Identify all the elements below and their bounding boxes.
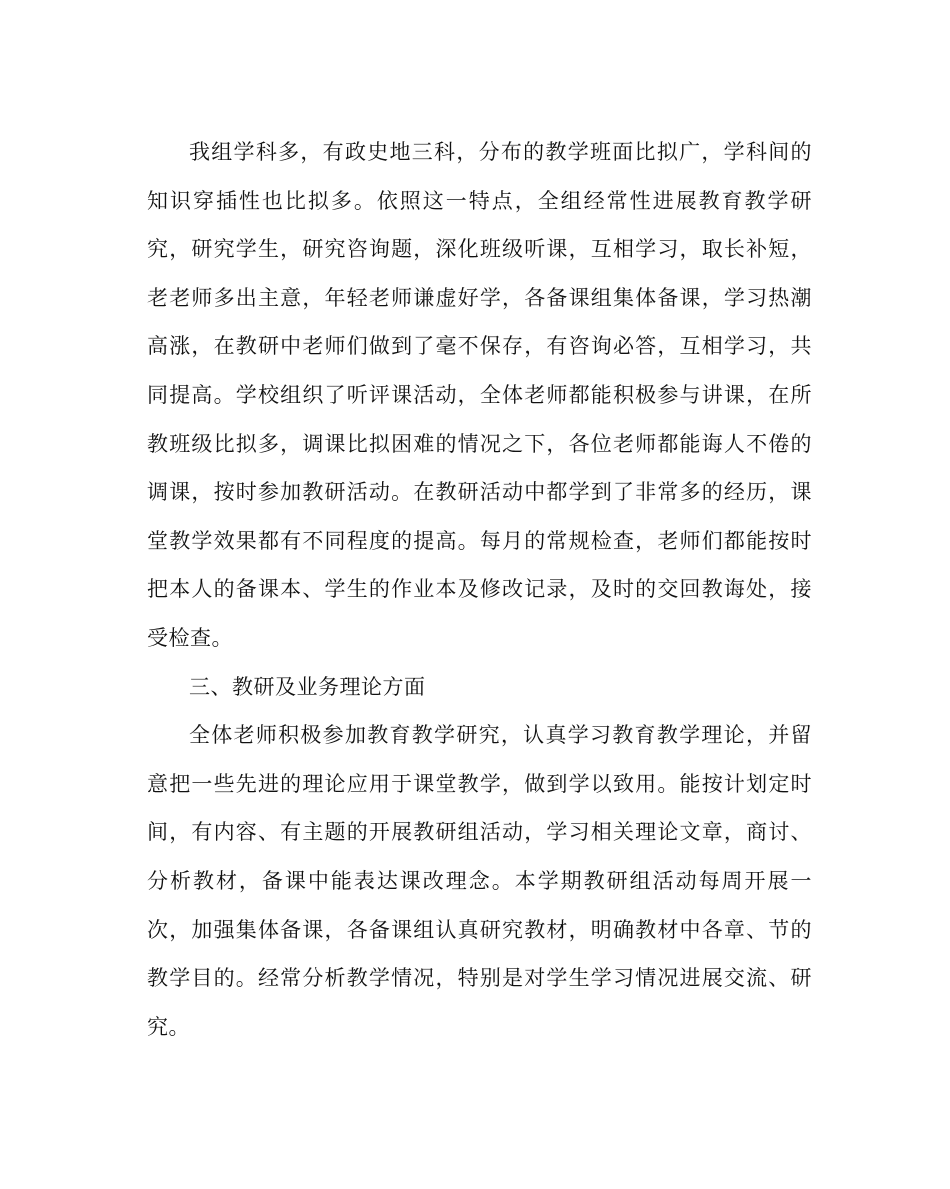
text-line: 同提高。学校组织了听评课活动，全体老师都能积极参与讲课，在所 — [147, 382, 812, 407]
text-line: 调课，按时参加教研活动。在教研活动中都学到了非常多的经历，课 — [147, 480, 812, 505]
text-line: 我组学科多，有政史地三科，分布的教学班面比拟广，学科 — [189, 140, 769, 164]
text-line: 研究。 — [147, 966, 812, 1039]
text-line: 研究，研究学生，研究咨询题，深化班级听课，互相学习，取长补短， — [147, 188, 812, 262]
section-heading: 三、教研及业务理论方面 — [189, 674, 426, 699]
paragraph-theory-study — [147, 711, 812, 1051]
text-line: 把本人的备课本、学生的作业本及修改记录，及时的交回教诲处，接 — [147, 577, 812, 602]
text-line: 全体老师积极参加教育教学研究，认真学习教育教学理论， — [189, 723, 769, 748]
text-line: 的教学目的。经常分析教学情况，特别是对学生学习情况进展交流、 — [147, 917, 812, 991]
text-line: 一次，加强集体备课，各备课组认真研究教材，明确教材中各章、节 — [147, 868, 812, 942]
text-line: 教班级比拟多，调课比拟困难的情况之下，各位老师都能诲人不倦的 — [147, 431, 812, 456]
text-line: 受检查。 — [147, 625, 233, 650]
paragraph-teaching-research — [147, 128, 812, 663]
text-line: 定时间，有内容、有主题的开展教研组活动，学习相关理论文章，商 — [147, 771, 813, 845]
text-line: 讨、分析教材，备课中能表达课改理念。本学期教研组活动每周开展 — [147, 820, 813, 893]
text-line: 堂教学效果都有不同程度的提高。每月的常规检查，老师们都能按时 — [147, 528, 812, 553]
text-line: 老老师多出主意，年轻老师谦虚好学，各备课组集体备课，学习热潮 — [147, 285, 812, 310]
text-line: 并留意把一些先进的理论应用于课堂教学，做到学以致用。能按计划 — [147, 723, 813, 796]
text-line: 高涨，在教研中老师们做到了毫不保存，有咨询必答，互相学习，共 — [147, 334, 812, 359]
text-line: 间的知识穿插性也比拟多。依照这一特点，全组经常性进展教育教学 — [147, 140, 813, 213]
document-body — [147, 128, 812, 1051]
